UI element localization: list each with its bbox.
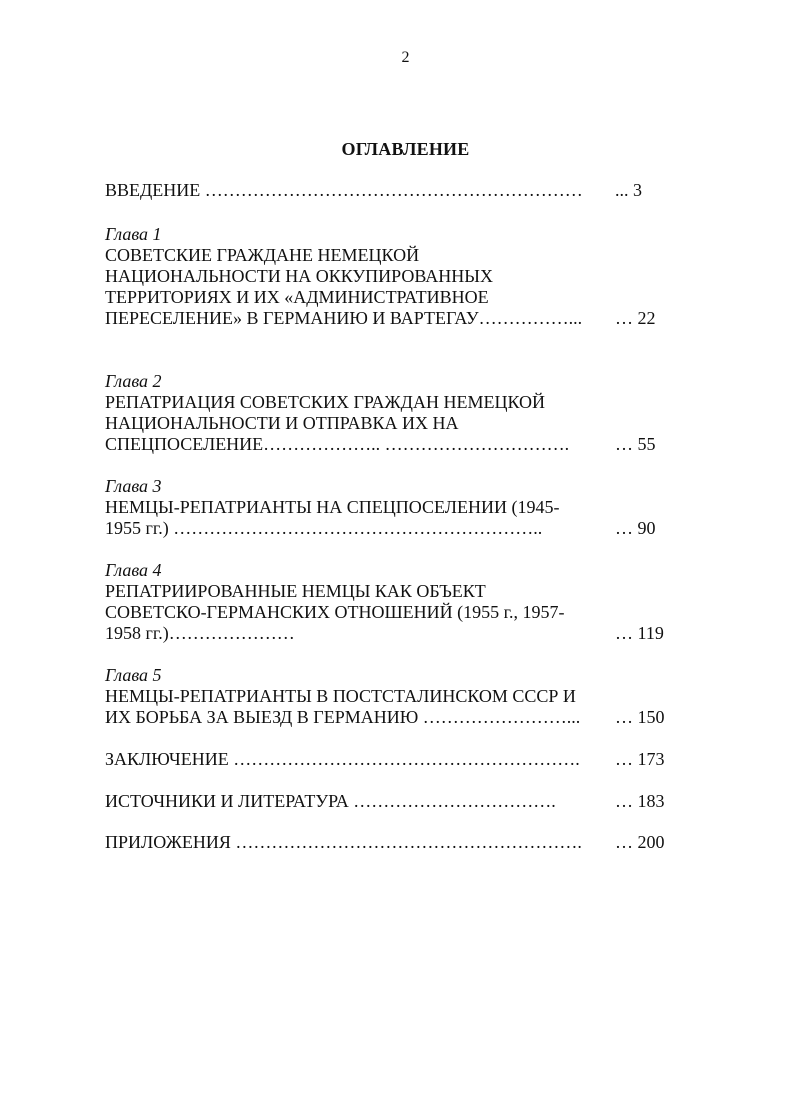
toc-entry-line: НАЦИОНАЛЬНОСТИ И ОТПРАВКА ИХ НА [105,413,459,433]
toc-entry-line: СОВЕТСКИЕ ГРАЖДАНЕ НЕМЕЦКОЙ [105,245,420,265]
toc-entry-line: ПРИЛОЖЕНИЯ …………………………………………………. [105,832,582,852]
toc-entry-line: НЕМЦЫ-РЕПАТРИАНТЫ НА СПЕЦПОСЕЛЕНИИ (1945- [105,497,560,517]
toc-entry-line: ИХ БОРЬБА ЗА ВЫЕЗД В ГЕРМАНИЮ ……………………... [105,707,581,727]
toc-entry-page: … 55 [615,434,656,454]
toc-entry-line: ЗАКЛЮЧЕНИЕ …………………………………………………. [105,749,580,769]
toc-entry-line: РЕПАТРИИРОВАННЫЕ НЕМЦЫ КАК ОБЪЕКТ [105,581,486,601]
toc-entry-line: ТЕРРИТОРИЯХ И ИХ «АДМИНИСТРАТИВНОЕ [105,287,489,307]
toc-entry-line: СПЕЦПОСЕЛЕНИЕ……………….. …………………………. [105,434,570,454]
toc-entry-line: СОВЕТСКО-ГЕРМАНСКИХ ОТНОШЕНИЙ (1955 г., 1957- [105,602,565,622]
chapter-label: Глава 4 [105,560,162,580]
toc-entry-line: 1958 гг.)………………… [105,623,295,643]
toc-entry-line: ПЕРЕСЕЛЕНИЕ» В ГЕРМАНИЮ И ВАРТЕГАУ……………... [105,308,583,328]
toc-entry-line: НАЦИОНАЛЬНОСТИ НА ОККУПИРОВАННЫХ [105,266,493,286]
toc-entry-page: … 22 [615,308,656,328]
toc-title: ОГЛАВЛЕНИЕ [341,139,470,159]
toc-entry-page: … 150 [615,707,665,727]
page-number: 2 [401,49,410,66]
chapter-label: Глава 2 [105,371,162,391]
chapter-label: Глава 5 [105,665,162,685]
toc-entry-page: ... 3 [615,180,642,200]
toc-entry-page: … 200 [615,832,665,852]
chapter-label: Глава 3 [105,476,162,496]
toc-entry-line: 1955 гг.) …………………………………………………….. [105,518,543,538]
toc-entry-page: … 119 [615,623,664,643]
toc-entry-page: … 173 [615,749,665,769]
toc-entry-line: НЕМЦЫ-РЕПАТРИАНТЫ В ПОСТСТАЛИНСКОМ СССР И [105,686,576,706]
toc-entry-page: … 90 [615,518,656,538]
toc-entry-line: ИСТОЧНИКИ И ЛИТЕРАТУРА ……………………………. [105,791,556,811]
toc-entry-line: ВВЕДЕНИЕ ……………………………………………………… [105,180,583,200]
toc-entry-page: … 183 [615,791,665,811]
chapter-label: Глава 1 [105,224,162,244]
toc-entry-line: РЕПАТРИАЦИЯ СОВЕТСКИХ ГРАЖДАН НЕМЕЦКОЙ [105,392,546,412]
